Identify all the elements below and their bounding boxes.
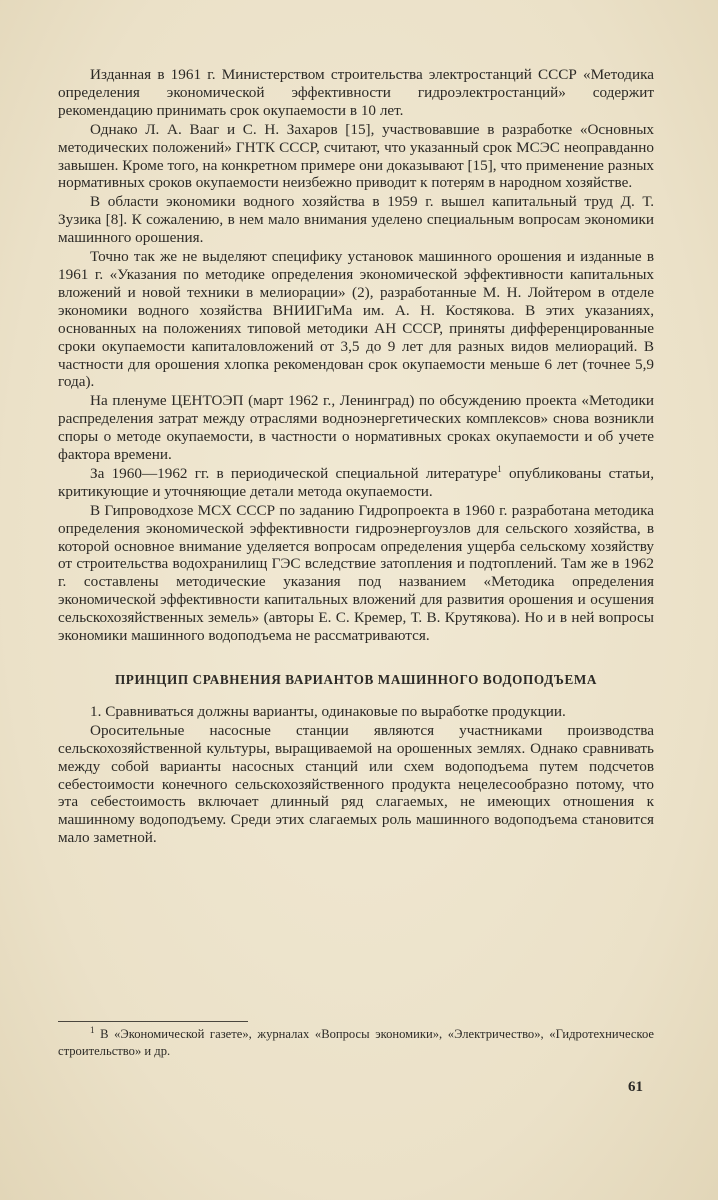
paragraph-4: Точно так же не выделяют специфику установок машинного орошения и изданные в 1961 г. «Указания по методике определения экономической эффективности капитальных вложений и новой техники в мелиорации» (2), разработанные М. Н. Лойтером в отделе экономики водного хозяйства ВНИИГиМа им. А. Н. Костякова. В этих указаниях, основанных на положениях типовой методики АН СССР, приняты дифференцированные сроки окупаемости капиталовложений от 3,5 до 9 лет для разных видов мелиораций. В частности для орошения хлопка рекомендован срок окупаемости меньше 6 лет (точнее 5,9 года).	[58, 248, 654, 391]
footnote-divider	[58, 1021, 248, 1022]
paragraph-2: Однако Л. А. Вааг и С. Н. Захаров [15], участвовавшие в разработке «Основных методических положений» ГНТК СССР, считают, что указанный срок МСЭС неоправданно завышен. Кроме того, на конкретном примере они доказывают [15], что применение разных нормативных сроков окупаемости неизбежно приводит к потерям в народном хозяйстве.	[58, 120, 654, 192]
main-text	[58, 66, 654, 847]
footnote-reference: 1	[497, 463, 502, 474]
footnote-mark: 1	[90, 1024, 95, 1035]
paragraph-6-text-before: За 1960—1962 гг. в периодической специальной литературе	[90, 464, 498, 482]
paragraph-5: На пленуме ЦЕНТОЭП (март 1962 г., Ленинград) по обсуждению проекта «Методики распределения затрат между отраслями водноэнергетических комплексов» снова возникли споры о методе окупаемости, в частности о нормативных сроках окупаемости и об учете фактора времени.	[58, 392, 654, 464]
paragraph-6-text-after: опубликованы статьи, критикующие и уточняющие детали метода окупаемости.	[58, 464, 654, 500]
paragraph-3: В области экономики водного хозяйства в 1959 г. вышел капитальный труд Д. Т. Зузика [8]. К сожалению, в нем мало внимания уделено специальным вопросам экономики машинного орошения.	[58, 193, 654, 247]
paragraph-9: Оросительные насосные станции являются участниками производства сельскохозяйственной культуры, выращиваемой на орошенных землях. Однако сравнивать между собой варианты насосных станций или схем водоподъема путем подсчетов себестоимости конечного сельскохозяйственного продукта нецелесообразно потому, что эта себестоимость включает длинный ряд слагаемых, не имеющих отношения к машинному водоподъему. Среди этих слагаемых роль машинного водоподъема становится мало заметной.	[58, 721, 654, 847]
section-heading: ПРИНЦИП СРАВНЕНИЯ ВАРИАНТОВ МАШИННОГО ВОДОПОДЪЕМА	[114, 672, 598, 687]
paragraph-7: В Гипроводхозе МСХ СССР по заданию Гидропроекта в 1960 г. разработана методика определения экономической эффективности гидроэнергоузлов для сельского хозяйства, в которой основное внимание уделяется вопросам определения ущерба сельскому хозяйству от строительства водохранилищ ГЭС вследствие затопления и подтоплений. Там же в 1962 г. составлены методические указания под названием «Методика определения экономической эффективности капитальных вложений для развития орошения и осушения сельскохозяйственных земель» (авторы Е. С. Кремер, Т. В. Крутякова). Но и в ней вопросы экономики машинного водоподъема не рассматриваются.	[58, 501, 654, 645]
page-number: 61	[628, 1079, 643, 1095]
paragraph-1: Изданная в 1961 г. Министерством строительства электростанций СССР «Методика определения экономической эффективности гидроэлектростанций» содержит рекомендацию принимать срок окупаемости в 10 лет.	[58, 66, 654, 119]
paragraph-8: 1. Сравниваться должны варианты, одинаковые по выработке продукции.	[90, 702, 566, 720]
footnote	[58, 1026, 654, 1060]
paragraph-6	[58, 465, 654, 501]
footnote-text: В «Экономической газете», журналах «Вопросы экономики», «Электричество», «Гидротехническое строительство» и др.	[58, 1027, 654, 1058]
